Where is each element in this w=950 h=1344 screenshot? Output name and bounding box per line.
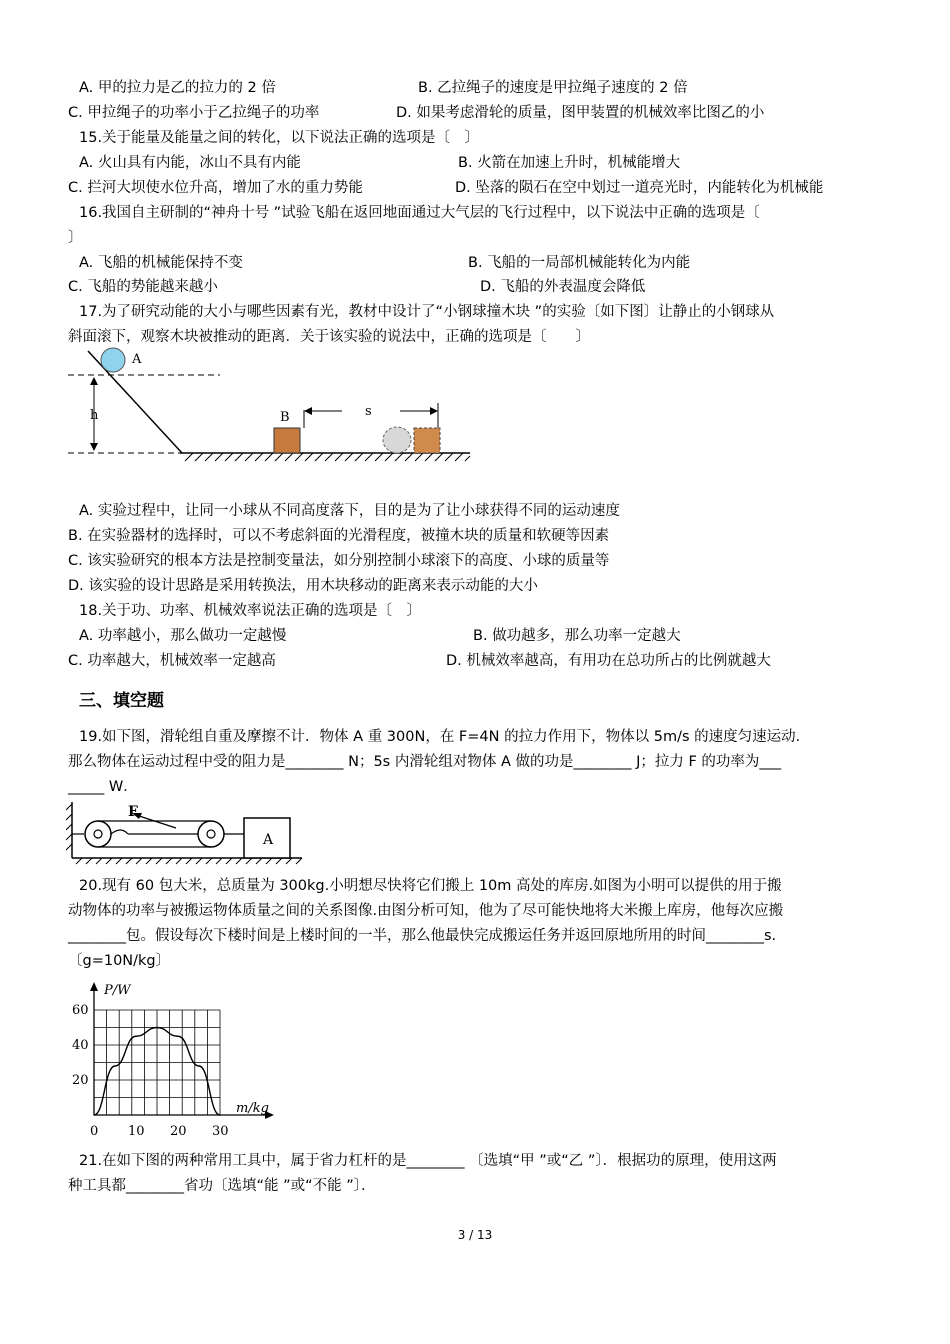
q20-line2: 动物体的功率与被搬运物体质量之间的关系图像.由图分析可知，他为了尽可能快地将大米搬上库房，他每次应搬 <box>68 903 784 919</box>
chart-y-tick-label: 20 <box>72 1073 89 1088</box>
q16-stem-line1: 16.我国自主研制的“神舟十号 ”试验飞船在返回地面通过大气层的飞行过程中，以下说法中正确的选项是〔 <box>79 205 760 221</box>
q19-line1: 19.如下图，滑轮组自重及摩擦不计．物体 A 重 300N，在 F=4N 的拉力作用下，物体以 5m/s 的速度匀速运动． <box>79 729 811 745</box>
q15-stem: 15.关于能量及能量之间的转化，以下说法正确的选项是〔 〕 <box>79 130 480 146</box>
q15-option-d: D. 坠落的陨石在空中划过一道亮光时，内能转化为机械能 <box>455 180 824 196</box>
fig-label-h: h <box>90 408 99 423</box>
q18-option-d: D. 机械效率越高，有用功在总功所占的比例就越大 <box>446 653 771 669</box>
q20-line3: ________包。假设每次下楼时间是上楼时间的一半，那么他最快完成搬运任务并返回原地所用的时间________s. <box>68 928 777 944</box>
wood-block-b <box>274 428 300 453</box>
q19-line2: 那么物体在运动过程中受的阻力是________ N；5s 内滑轮组对物体 A 做的功是________ J；拉力 F 的功率为___ <box>68 754 782 770</box>
q14-option-d: D. 如果考虑滑轮的质量，图甲装置的机械效率比图乙的小 <box>396 105 765 121</box>
chart-y-tick-label: 40 <box>72 1038 89 1053</box>
chart-y-tick-label: 60 <box>72 1003 89 1018</box>
q15-option-c: C. 拦河大坝使水位升高，增加了水的重力势能 <box>68 180 363 196</box>
q18-option-c: C. 功率越大，机械效率一定越高 <box>68 653 276 669</box>
q14-option-c: C. 甲拉绳子的功率小于乙拉绳子的功率 <box>68 105 320 121</box>
q18-stem: 18.关于功、功率、机械效率说法正确的选项是〔 〕 <box>79 603 422 619</box>
q20-line4: 〔g=10N/kg〕 <box>68 953 171 969</box>
q16-option-d: D. 飞船的外表温度会降低 <box>480 279 646 295</box>
q16-option-b: B. 飞船的一局部机械能转化为内能 <box>468 255 691 271</box>
q19-pulley-figure <box>66 800 306 866</box>
q14-option-a: A. 甲的拉力是乙的拉力的 2 倍 <box>79 80 276 96</box>
fig-label-block-a: A <box>263 832 274 848</box>
fig-label-b: B <box>280 410 290 425</box>
q17-stem-line2: 斜面滚下，观察木块被推动的距离．关于该实验的说法中，正确的选项是〔 〕 <box>68 329 590 345</box>
fig-label-ball-a: A <box>132 352 142 367</box>
q20-line1: 20.现有 60 包大米，总质量为 300kg.小明想尽快将它们搬上 10m 高处的库房.如图为小明可以提供的用于搬 <box>79 878 782 894</box>
q19-line3: _____ W． <box>68 779 138 795</box>
q18-option-a: A. 功率越小，那么做功一定越慢 <box>79 628 287 644</box>
power-mass-chart <box>66 978 286 1146</box>
q15-option-b: B. 火箭在加速上升时，机械能增大 <box>458 155 681 171</box>
fig-label-s: s <box>365 404 372 419</box>
chart-x-tick-label: 10 <box>128 1124 145 1139</box>
q17-option-d: D. 该实验的设计思路是采用转换法，用木块移动的距离来表示动能的大小 <box>68 578 538 594</box>
chart-xlabel: m/kg <box>236 1101 269 1116</box>
page-number: 3 / 13 <box>457 1228 493 1242</box>
q15-option-a: A. 火山具有内能，冰山不具有内能 <box>79 155 301 171</box>
chart-y-axis-arrow <box>90 982 98 991</box>
chart-grid <box>94 1010 220 1115</box>
chart-x-tick-label: 0 <box>90 1124 99 1139</box>
q17-stem-line1: 17.为了研究动能的大小与哪些因素有光，教材中设计了“小钢球撞木块 ”的实验〔如下图〕让静止的小钢球从 <box>79 304 775 320</box>
section-title: 三、填空题 <box>79 691 164 711</box>
q16-option-c: C. 飞船的势能越来越小 <box>68 279 218 295</box>
q21-line1: 21.在如下图的两种常用工具中，属于省力杠杆的是________ 〔选填“甲 ”或“乙 ”〕．根据功的原理，使用这两 <box>79 1153 777 1169</box>
q16-option-a: A. 飞船的机械能保持不变 <box>79 255 243 271</box>
q17-option-b: B. 在实验器材的选择时，可以不考虑斜面的光滑程度，被撞木块的质量和软硬等因素 <box>68 528 610 544</box>
q17-option-c: C. 该实验研究的根本方法是控制变量法，如分别控制小球滚下的高度、小球的质量等 <box>68 553 610 569</box>
fig-label-f: F <box>128 804 138 820</box>
chart-ticks <box>72 1003 229 1139</box>
q16-stem-line2: 〕 <box>68 230 83 246</box>
q17-option-a: A. 实验过程中，让同一小球从不同高度落下，目的是为了让小球获得不同的运动速度 <box>79 503 620 519</box>
chart-x-tick-label: 20 <box>170 1124 187 1139</box>
chart-ylabel: P/W <box>104 983 131 998</box>
q14-option-b: B. 乙拉绳子的速度是甲拉绳子速度的 2 倍 <box>418 80 688 96</box>
q18-option-b: B. 做功越多，那么功率一定越大 <box>473 628 681 644</box>
q17-ramp-figure <box>60 343 480 468</box>
chart-x-tick-label: 30 <box>212 1124 229 1139</box>
q21-line2: 种工具都________省功〔选填“能 ”或“不能 ”〕． <box>68 1178 376 1194</box>
